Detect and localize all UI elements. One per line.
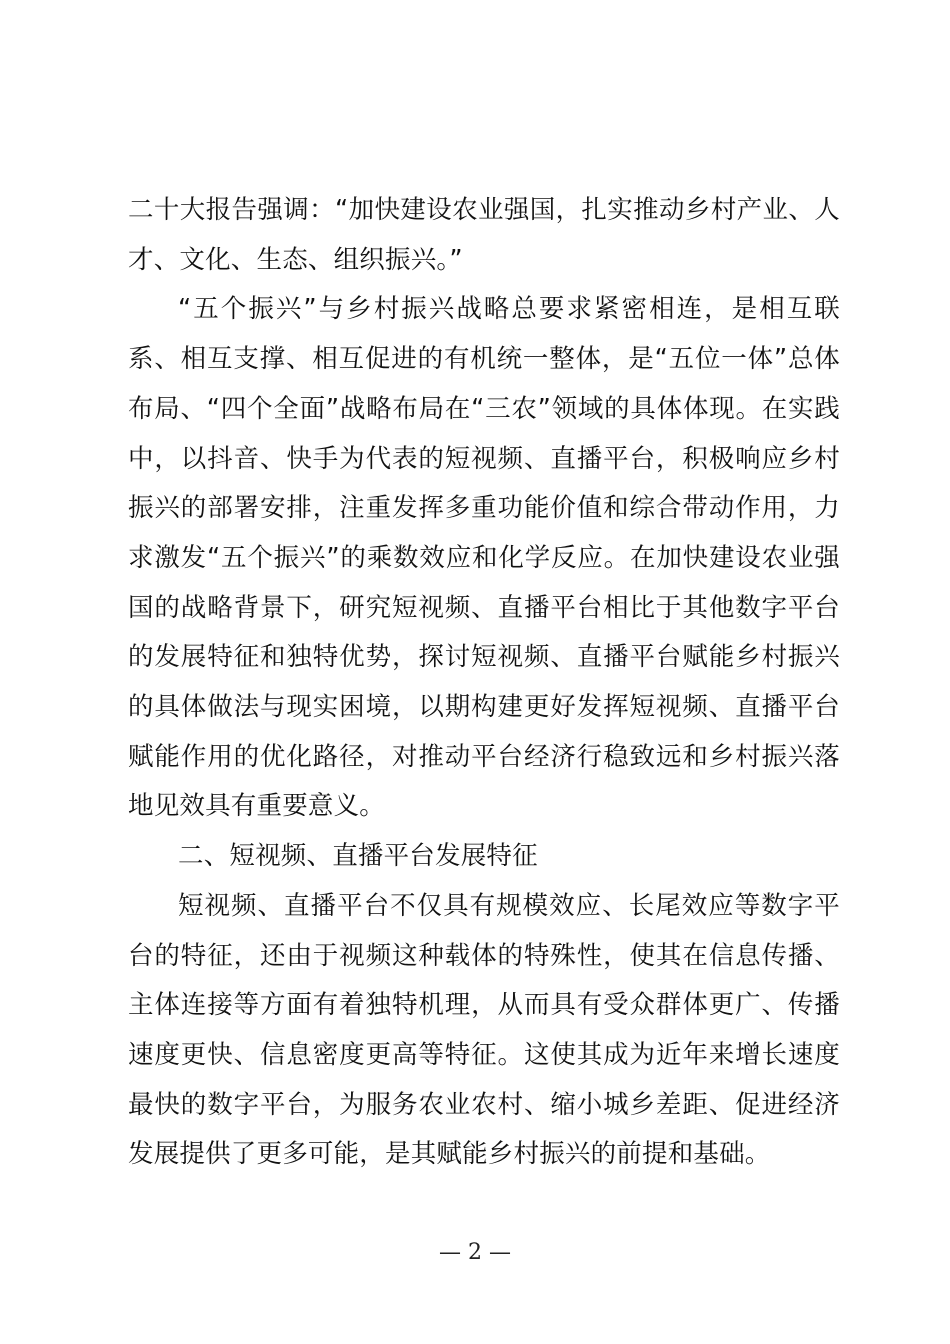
paragraph-quote: 二十大报告强调：“加快建设农业强国，扎实推动乡村产业、人才、文化、生态、组织振兴。” [128,195,840,275]
section-heading: 二、短视频、直播平台发展特征 [178,841,538,872]
body-text [128,186,840,1180]
page-number: — 2 — [439,1240,511,1265]
paragraph-five-revitalizations: “五个振兴”与乡村振兴战略总要求紧密相连，是相互联系、相互支撑、相互促进的有机统一整体，是“五位一体”总体布局、“四个全面”战略布局在“三农”领域的具体体现。在实践中，以抖音、快手为代表的短视频、直播平台，积极响应乡村振兴的部署安排，注重发挥多重功能价值和综合带动作用，力求激发“五个振兴”的乘数效应和化学反应。在加快建设农业强国的战略背景下，研究短视频、直播平台相比于其他数字平台的发展特征和独特优势，探讨短视频、直播平台赋能乡村振兴的具体做法与现实困境，以期构建更好发挥短视频、直播平台赋能作用的优化路径，对推动平台经济行稳致远和乡村振兴落地见效具有重要意义。 [128,294,840,822]
paragraph-platform-features: 短视频、直播平台不仅具有规模效应、长尾效应等数字平台的特征，还由于视频这种载体的特殊性，使其在信息传播、主体连接等方面有着独特机理，从而具有受众群体更广、传播速度更快、信息密度更高等特征。这使其成为近年来增长速度最快的数字平台，为服务农业农村、缩小城乡差距、促进经济发展提供了更多可能，是其赋能乡村振兴的前提和基础。 [128,890,840,1170]
